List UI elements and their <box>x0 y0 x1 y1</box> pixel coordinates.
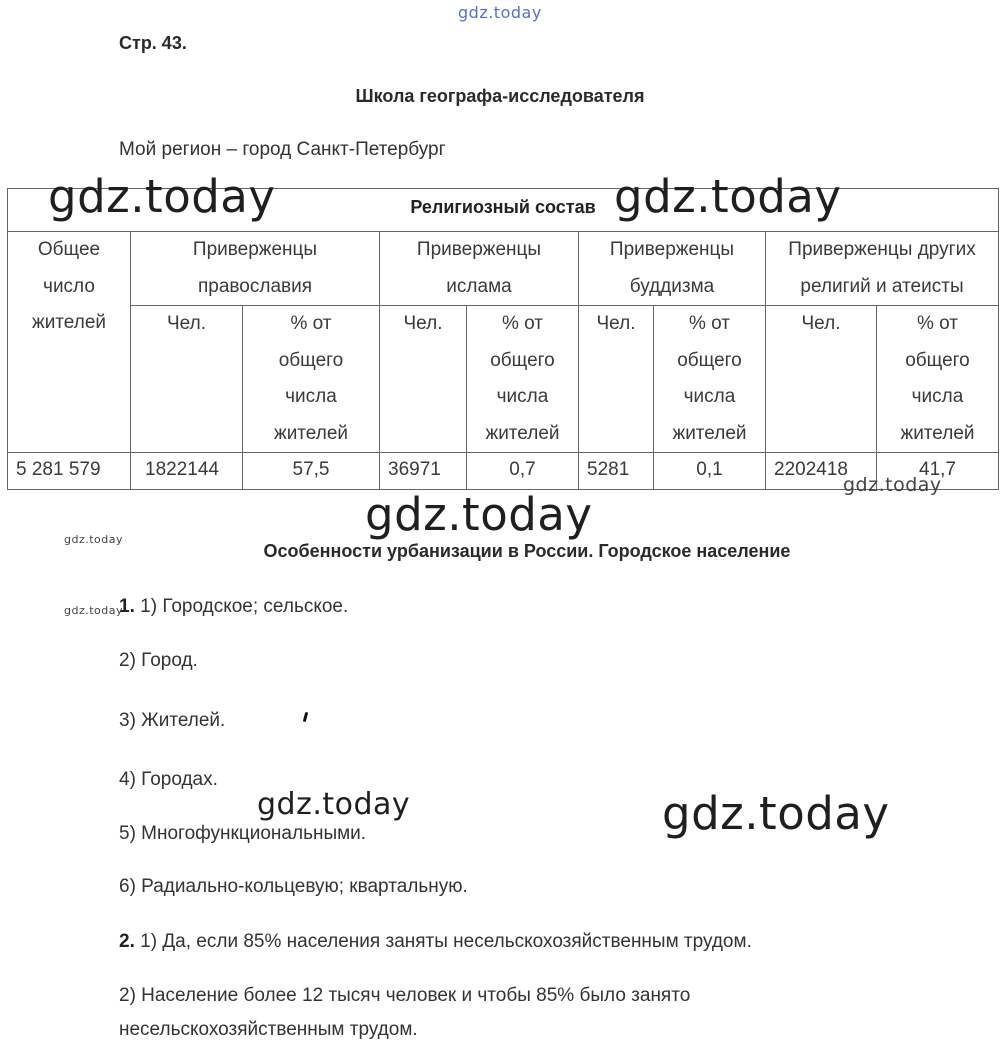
page-number: Стр. 43. <box>119 33 187 53</box>
watermark: gdz.today <box>662 787 890 840</box>
q2-item-2-cont: несельскохозяйственным трудом. <box>119 1019 418 1040</box>
sub-percent-other: % от общего числа жителей <box>877 306 999 453</box>
value-islam-percent: 0,7 <box>467 453 579 490</box>
watermark: gdz.today <box>843 474 942 496</box>
religion-table <box>7 188 999 490</box>
region-line: Мой регион – город Санкт-Петербург <box>119 139 446 160</box>
q1-item-6: 6) Радиально-кольцевую; квартальную. <box>119 876 468 897</box>
sub-count-buddhism: Чел. <box>579 306 654 453</box>
watermark-top: gdz.today <box>458 3 542 22</box>
q1-item-1: 1. 1) Городское; сельское. <box>119 596 349 617</box>
sub-percent-orthodox: % от общего числа жителей <box>243 306 380 453</box>
table-caption: Религиозный состав <box>8 189 999 232</box>
watermark: gdz.today <box>614 170 842 223</box>
sub-count-other: Чел. <box>766 306 877 453</box>
watermark: gdz.today <box>64 533 124 546</box>
q1-item-4: 4) Городах. <box>119 769 218 790</box>
header-other: Приверженцы других религий и атеисты <box>766 232 999 306</box>
sub-percent-islam: % от общего числа жителей <box>467 306 579 453</box>
value-buddhism-count: 5281 <box>579 453 654 490</box>
header-buddhism: Приверженцы буддизма <box>579 232 766 306</box>
sub-count-islam: Чел. <box>380 306 467 453</box>
value-other-percent: 41,7 <box>877 453 999 490</box>
watermark: gdz.today <box>365 488 593 541</box>
ink-speck <box>303 712 308 722</box>
header-orthodox: Приверженцы православия <box>131 232 380 306</box>
watermark: gdz.today <box>64 604 124 617</box>
value-orthodox-percent: 57,5 <box>243 453 380 490</box>
value-islam-count: 36971 <box>380 453 467 490</box>
sub-percent-buddhism: % от общего числа жителей <box>654 306 766 453</box>
value-buddhism-percent: 0,1 <box>654 453 766 490</box>
section-title-urbanization: Особенности урбанизации в России. Городское население <box>263 541 791 561</box>
q2-item-1: 2. 1) Да, если 85% населения заняты несельскохозяйственным трудом. <box>119 931 752 952</box>
sub-count-orthodox: Чел. <box>131 306 243 453</box>
q2-item-2: 2) Население более 12 тысяч человек и чтобы 85% было занято <box>119 985 691 1006</box>
q1-item-3: 3) Жителей. <box>119 710 226 731</box>
q1-item-5: 5) Многофункциональными. <box>119 823 367 844</box>
value-orthodox-count: 1822144 <box>131 453 243 490</box>
section-title-geographer: Школа географа-исследователя <box>355 86 645 106</box>
value-other-count: 2202418 <box>766 453 877 490</box>
value-total: 5 281 579 <box>8 453 131 490</box>
watermark: gdz.today <box>48 170 276 223</box>
header-islam: Приверженцы ислама <box>380 232 579 306</box>
q1-item-2: 2) Город. <box>119 650 198 671</box>
header-total: Общее число жителей <box>8 232 131 453</box>
watermark: gdz.today <box>257 787 411 822</box>
